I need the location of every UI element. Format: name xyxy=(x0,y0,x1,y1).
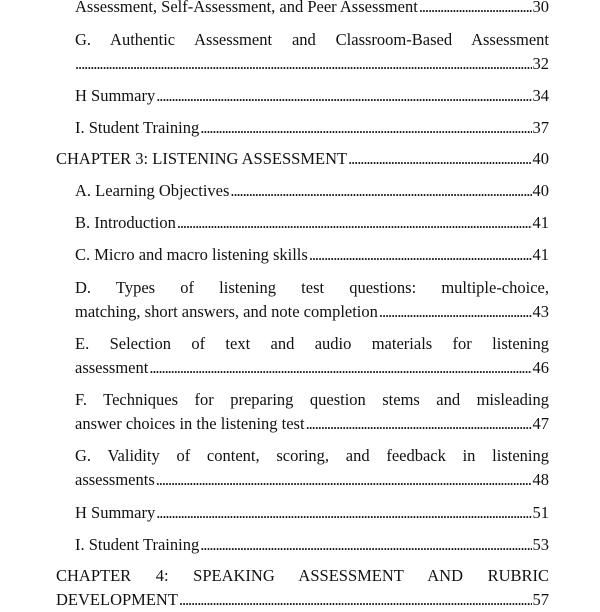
toc-entry-title-cont: matching, short answers, and note completion xyxy=(75,302,378,321)
toc-entry-title: C. Micro and macro listening skills xyxy=(75,245,308,264)
toc-entry-title: I. Student Training xyxy=(75,118,200,137)
toc-entry-title-cont: assessments xyxy=(75,470,155,489)
dot-leader xyxy=(156,501,531,525)
dot-leader xyxy=(348,147,531,171)
toc-entry-title: H Summary xyxy=(75,503,156,522)
toc-entry[interactable] xyxy=(75,0,549,19)
toc-entry-page: 41 xyxy=(532,213,549,232)
toc-entry-page: 34 xyxy=(532,86,549,105)
dot-leader xyxy=(75,52,532,76)
dot-leader xyxy=(309,243,532,267)
toc-entry[interactable] xyxy=(75,116,549,140)
toc-entry[interactable] xyxy=(75,332,549,380)
dot-leader xyxy=(156,468,532,492)
toc-entry[interactable] xyxy=(75,28,549,76)
toc-chapter-title: CHAPTER 3: LISTENING ASSESSMENT xyxy=(56,149,348,168)
toc-entry-page: 30 xyxy=(532,0,549,16)
toc-entry-page: 41 xyxy=(532,245,549,264)
toc-entry-page: 47 xyxy=(532,414,549,433)
toc-entry-page: 53 xyxy=(532,535,549,554)
dot-leader xyxy=(177,211,532,235)
toc-chapter-4[interactable] xyxy=(56,564,549,612)
toc-entry-page: 46 xyxy=(532,358,549,377)
toc-entry[interactable] xyxy=(75,276,549,324)
toc-chapter-title: CHAPTER 4: SPEAKING ASSESSMENT AND RUBRIC xyxy=(56,566,549,585)
dot-leader xyxy=(200,116,531,140)
toc-entry-title: H Summary xyxy=(75,86,156,105)
dot-leader xyxy=(306,412,532,436)
toc-entry[interactable] xyxy=(75,211,549,235)
toc-entry[interactable] xyxy=(75,243,549,267)
dot-leader xyxy=(149,356,531,380)
toc-entry[interactable] xyxy=(75,179,549,203)
toc-chapter-title-cont: DEVELOPMENT xyxy=(56,590,178,609)
toc-entry-page: 51 xyxy=(532,503,549,522)
dot-leader xyxy=(419,0,532,19)
toc-entry-page: 43 xyxy=(532,302,549,321)
toc-entry-title: B. Introduction xyxy=(75,213,176,232)
toc-entry[interactable] xyxy=(75,533,549,557)
toc-entry-page: 40 xyxy=(532,181,549,200)
toc-entry-title-cont: assessment xyxy=(75,358,149,377)
dot-leader xyxy=(156,84,531,108)
toc-entry-page: 32 xyxy=(532,54,549,73)
toc-entry[interactable] xyxy=(75,84,549,108)
toc-entry-title: G. Validity of content, scoring, and feedback in listening xyxy=(75,446,549,465)
toc-entry-title: Assessment, Self-Assessment, and Peer Assessment xyxy=(75,0,418,16)
toc-entry-page: 40 xyxy=(532,149,549,168)
toc-entry-title: I. Student Training xyxy=(75,535,200,554)
toc-entry-title: D. Types of listening test questions: multiple-choice, xyxy=(75,278,549,297)
toc-entry-title: E. Selection of text and audio materials for listening xyxy=(75,334,549,353)
dot-leader xyxy=(200,533,531,557)
toc-entry-page: 57 xyxy=(532,590,549,609)
dot-leader xyxy=(179,588,532,612)
dot-leader xyxy=(230,179,531,203)
toc-entry[interactable] xyxy=(75,388,549,436)
toc-entry[interactable] xyxy=(75,501,549,525)
dot-leader xyxy=(379,300,532,324)
toc-entry-title-cont: answer choices in the listening test xyxy=(75,414,305,433)
toc-chapter-3[interactable] xyxy=(56,147,549,171)
toc-entry-title: G. Authentic Assessment and Classroom-Based Assessment xyxy=(75,30,549,49)
toc-entry[interactable] xyxy=(75,444,549,492)
toc-entry-title: F. Techniques for preparing question stems and misleading xyxy=(75,390,549,409)
toc-entry-page: 48 xyxy=(532,470,549,489)
toc-entry-title: A. Learning Objectives xyxy=(75,181,230,200)
toc-entry-page: 37 xyxy=(532,118,549,137)
